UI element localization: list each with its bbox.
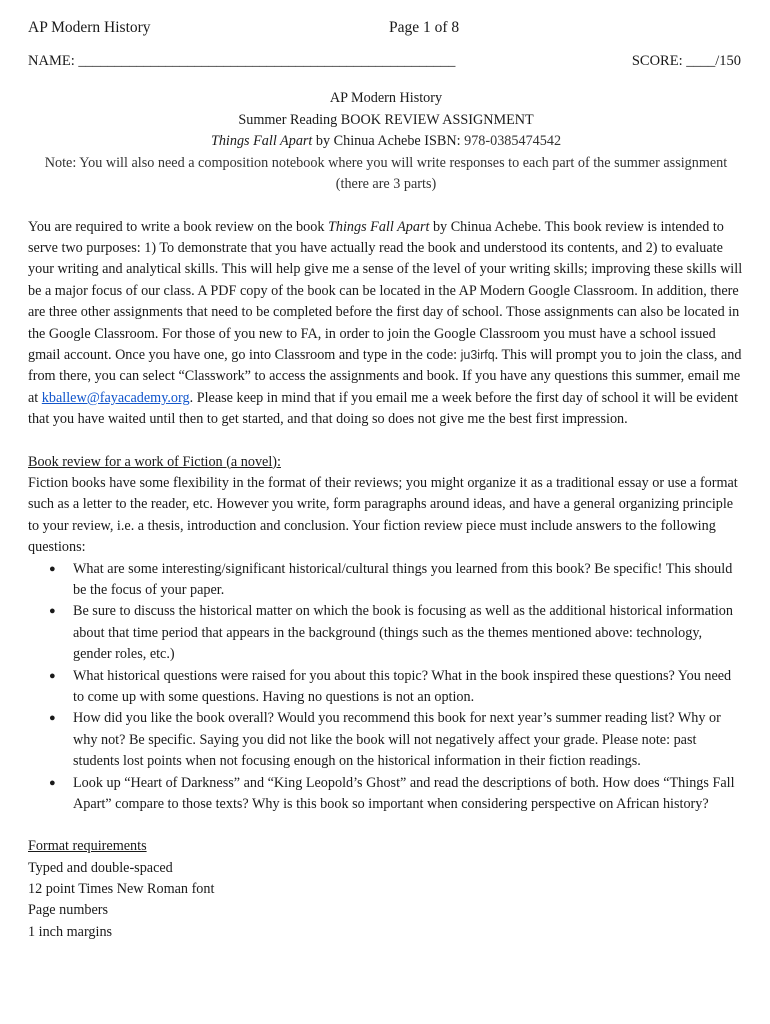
- intro-text-2: by Chinua Achebe. This book review is intended to serve two purposes: 1) To demonstrate that you have actually read the book and understood its contents, and 2) to evaluate your writing and analytical skills. This will help give me a sense of the level of your writing skills; improving these skills will be a major focus of our class. A PDF copy of the book can be located in the AP Modern Google Classroom. In addition, there are three other assignments that need to be completed before the first day of school. Those assignments can also be located in the Google Classroom. For those of you new to FA, in order to join the Google Classroom you must have a school issued gmail account. Once you have one, go into Classroom and type in the code:: [28, 218, 743, 363]
- intro-text-4: . Please keep in mind that if you email me a week before the first day of school it will be evident that you have waited until then to get started, and that doing so does not give me the best first impression.: [28, 389, 739, 428]
- list-item: [28, 559, 744, 602]
- document-page: [28, 17, 744, 943]
- question-text: How did you like the book overall? Would you recommend this book for next year’s summer reading list? Why or why not? Be specific. Saying you did not like the book will not negatively affect your grade. Please note: past students lost points when not focusing enough on the historical information in their fiction readings.: [73, 710, 721, 770]
- email-link[interactable]: kballew@fayacademy.org: [41, 389, 190, 406]
- intro-text-3: . This will prompt you to join the class, and from there, you can select “Classwork” to access the assignments and book. If you have any questions this summer, email me at: [28, 346, 742, 406]
- intro-paragraph: [28, 217, 744, 431]
- fiction-intro: Fiction books have some flexibility in the format of their reviews; you might organize it as a traditional essay or use a format such as a letter to the reader, etc. However you write, form paragraphs around ideas, and have a general organizing principle to your review, i.e. a thesis, introduction and conclusion. Your fiction review piece must include answers to the following questions:: [28, 474, 738, 556]
- intro-book-title: Things Fall Apart: [327, 218, 430, 235]
- book-title: Things Fall Apart: [210, 133, 313, 149]
- bullet-icon: ●: [49, 605, 56, 618]
- name-field: NAME: ____________________________________________________: [28, 53, 456, 69]
- bullet-icon: ●: [49, 562, 56, 575]
- fiction-heading: Book review for a work of Fiction (a novel):: [28, 453, 281, 470]
- name-score-row: [28, 51, 744, 73]
- header-course-title: AP Modern History: [28, 19, 151, 36]
- question-text: Be sure to discuss the historical matter on which the book is focusing as well as the additional historical information about that time period that appears in the background (things such as the themes mentioned above: technology, gender roles, etc.): [73, 603, 733, 663]
- bullet-icon: ●: [49, 776, 56, 789]
- list-item: [28, 708, 744, 772]
- question-list: [28, 559, 744, 816]
- course-heading: AP Modern History: [329, 90, 443, 106]
- list-item: [28, 666, 744, 709]
- format-item: 12 point Times New Roman font: [28, 881, 215, 898]
- format-heading: Format requirements: [28, 838, 147, 855]
- score-field: SCORE: ____/150: [631, 53, 741, 69]
- question-text: What historical questions were raised for you about this topic? What in the book inspired these questions? You need to come up with some questions. Having no questions is not an option.: [73, 667, 732, 706]
- format-item: Page numbers: [28, 902, 108, 919]
- question-text: What are some interesting/significant historical/cultural things you learned from this book? Be specific! This should be the focus of your paper.: [73, 560, 733, 598]
- list-item: [28, 601, 744, 665]
- question-text: Look up “Heart of Darkness” and “King Leopold’s Ghost” and read the descriptions of both. How does “Things Fall Apart” compare to those texts? Why is this book so important when considering perspective on African history?: [73, 774, 735, 813]
- list-item: [28, 773, 744, 816]
- title-block: [28, 88, 744, 196]
- book-author: by Chinua Achebe ISBN:: [312, 133, 465, 149]
- format-item: Typed and double-spaced: [28, 859, 173, 876]
- bullet-icon: ●: [49, 712, 56, 725]
- page-header: [28, 17, 744, 39]
- isbn-number: 978-0385474542: [464, 133, 562, 149]
- intro-text-1: You are required to write a book review on the book: [28, 218, 328, 235]
- bullet-icon: ●: [49, 669, 56, 682]
- page-indicator: Page 1 of 8: [389, 19, 460, 36]
- classroom-code: ju3irfq: [460, 347, 495, 362]
- notebook-note: Note: You will also need a composition notebook where you will write responses to each part of the summer assignment (there are 3 parts): [44, 154, 728, 192]
- assignment-heading: Summer Reading BOOK REVIEW ASSIGNMENT: [238, 111, 534, 128]
- format-item: 1 inch margins: [28, 923, 113, 940]
- book-info: [28, 131, 744, 153]
